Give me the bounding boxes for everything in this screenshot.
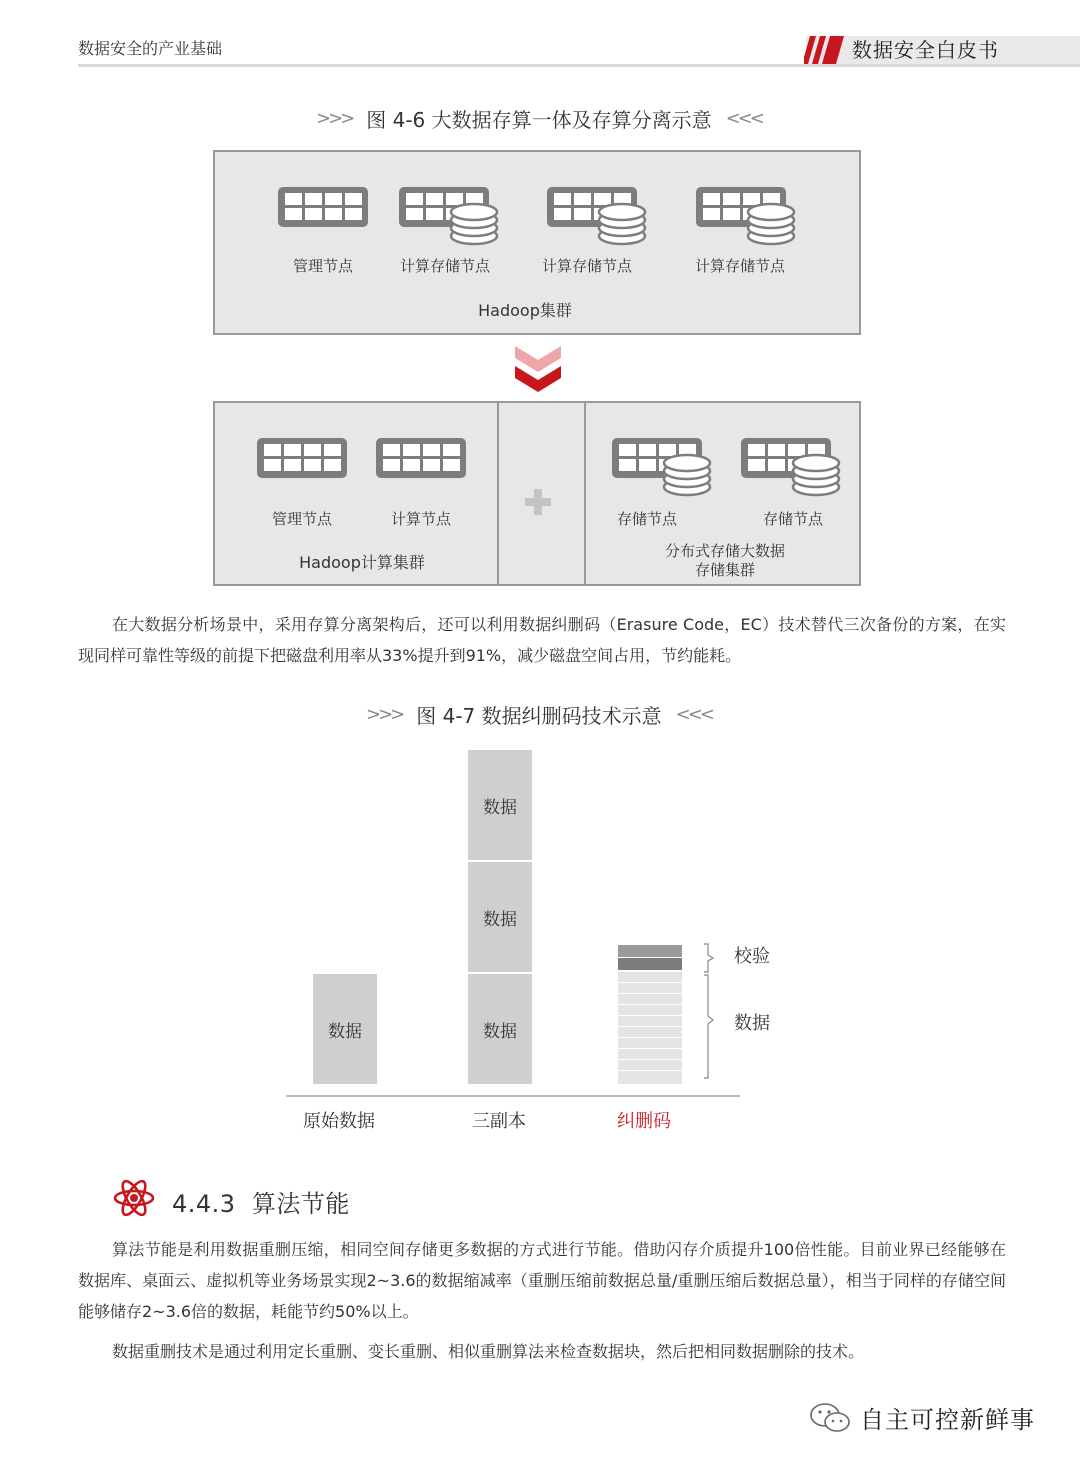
- header-divider: [78, 64, 1080, 67]
- compute-node-label: 计算节点: [390, 510, 451, 528]
- server-icon: [375, 437, 467, 479]
- plus-icon: [523, 487, 553, 517]
- ec-data-block: [618, 1070, 682, 1084]
- watermark: [808, 1400, 1035, 1435]
- compute-storage-node-label: 计算存储节点: [541, 257, 632, 275]
- panel-divider: [497, 403, 499, 584]
- ec-data-block: [618, 1004, 682, 1015]
- body-paragraph: 在大数据分析场景中，采用存算分离架构后，还可以利用数据纠删码（Erasure Code，EC）技术替代三次备份的方案，在实现同样可靠性等级的前提下把磁盘利用率从33%提升到91%，减少磁盘空间占用，节约能耗。: [78, 615, 1006, 665]
- wechat-icon: [808, 1401, 852, 1435]
- chevrons-right-icon: >>>: [316, 108, 353, 129]
- chevrons-left-icon: <<<: [725, 108, 762, 129]
- replica-data-block: 数据: [468, 974, 532, 1084]
- compute-storage-node-label: 计算存储节点: [399, 257, 490, 275]
- storage-cluster-label-line2: 存储集群: [694, 561, 755, 579]
- ec-data-block: [618, 1059, 682, 1070]
- double-chevron-down-icon: [513, 346, 563, 392]
- category-label-erasure-code: 纠删码: [617, 1111, 671, 1132]
- ec-parity-block: [618, 944, 682, 957]
- header-section-title: 数据安全的产业基础: [78, 39, 223, 58]
- figure1-title-row: [316, 104, 776, 133]
- ec-parity-block: [618, 957, 682, 970]
- management-node-label: 管理节点: [292, 257, 353, 275]
- replica-data-block: 数据: [468, 750, 532, 860]
- ec-data-block: [618, 1048, 682, 1059]
- storage-compute-separated-panel: [213, 401, 861, 586]
- atom-icon: [112, 1176, 156, 1220]
- management-node-label: 管理节点: [271, 510, 332, 528]
- body-paragraph: 数据重删技术是通过利用定长重删、变长重删、相似重删算法来检查数据块，然后把相同数据删除的技术。: [112, 1342, 865, 1361]
- category-label-replica: 三副本: [472, 1111, 526, 1132]
- chevrons-left-icon: <<<: [675, 704, 712, 725]
- chart-baseline: [286, 1095, 740, 1097]
- server-storage-icon: [611, 437, 713, 497]
- storage-cluster-label-line1: 分布式存储大数据: [664, 542, 785, 560]
- body-paragraph: 算法节能是利用数据重删压缩，相同空间存储更多数据的方式进行节能。借助闪存介质提升100倍性能。目前业界已经能够在数据库、桌面云、虚拟机等业务场景实现2~3.6的数据缩减率（重删压缩前数据总量/重删压缩后数据总量），相当于同样的存储空间能够储存2~3.6倍的数据，耗能节约50%以上。: [78, 1240, 1006, 1321]
- server-icon: [256, 437, 348, 479]
- figure2-title-row: [366, 700, 726, 729]
- ec-data-block: [618, 1026, 682, 1037]
- brace-icon: [700, 942, 716, 1084]
- figure2-title: 图 4-7 数据纠删码技术示意: [416, 704, 662, 728]
- category-label-original: 原始数据: [303, 1111, 375, 1132]
- ec-data-block: [618, 993, 682, 1004]
- section-title: 算法节能: [251, 1190, 350, 1218]
- server-icon: [277, 186, 369, 228]
- section-number: 4.4.3: [172, 1190, 236, 1218]
- data-label: 数据: [734, 1013, 770, 1034]
- replica-data-block: 数据: [468, 862, 532, 972]
- ec-data-block: [618, 1037, 682, 1048]
- section-heading: [172, 1184, 350, 1219]
- ec-data-block: [618, 971, 682, 982]
- hadoop-compute-cluster-label: Hadoop计算集群: [299, 553, 425, 572]
- storage-node-label: 存储节点: [762, 510, 823, 528]
- hadoop-cluster-label: Hadoop集群: [478, 301, 572, 320]
- compute-storage-node-label: 计算存储节点: [694, 257, 785, 275]
- storage-node-label: 存储节点: [616, 510, 677, 528]
- panel-divider: [584, 403, 586, 584]
- figure1-title: 图 4-6 大数据存算一体及存算分离示意: [366, 108, 712, 132]
- ec-data-block: [618, 982, 682, 993]
- original-data-block: 数据: [313, 974, 377, 1084]
- header-document-title: 数据安全白皮书: [852, 38, 999, 62]
- server-storage-icon: [546, 186, 648, 246]
- parity-label: 校验: [734, 946, 770, 967]
- ec-data-block: [618, 1015, 682, 1026]
- hadoop-cluster-panel: [213, 150, 861, 335]
- header-stripes-icon: [804, 36, 846, 64]
- server-storage-icon: [398, 186, 500, 246]
- chevrons-right-icon: >>>: [366, 704, 403, 725]
- watermark-text: 自主可控新鲜事: [860, 1406, 1035, 1434]
- server-storage-icon: [695, 186, 797, 246]
- server-storage-icon: [740, 437, 842, 497]
